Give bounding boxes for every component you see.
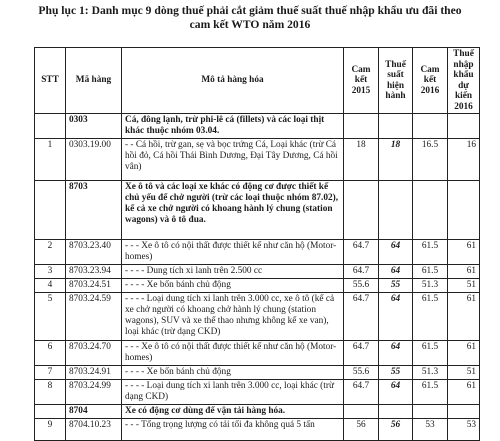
cell-code: 8703.24.51: [66, 279, 122, 293]
cell-desc: - - - Tổng trọng lượng có tải tối đa không quá 5 tấn: [122, 419, 344, 441]
cell-c2015: 55.6: [344, 279, 379, 293]
cell-c2016: 53: [413, 419, 448, 441]
cell-proposed: 61: [448, 240, 480, 265]
table-row: [35, 240, 480, 265]
cell-stt: 1: [35, 139, 66, 181]
cell-proposed: [448, 181, 480, 240]
cell-proposed: 61: [448, 293, 480, 341]
table-row: [35, 265, 480, 279]
cell-proposed: 51: [448, 366, 480, 380]
cell-c2015: 18: [344, 139, 379, 181]
cell-current: [379, 181, 413, 240]
header-stt: STT: [35, 48, 66, 114]
cell-c2016: 51.3: [413, 366, 448, 380]
cell-c2016: 51.3: [413, 279, 448, 293]
cell-c2016: 61.5: [413, 380, 448, 405]
cell-c2016: 61.5: [413, 265, 448, 279]
header-thue-nhap-khau: Thuế nhập khẩu dự kiến 2016: [448, 48, 480, 114]
cell-stt: 2: [35, 240, 66, 265]
cell-c2016: 61.5: [413, 240, 448, 265]
table-row: [35, 139, 480, 181]
cell-code: 0303: [66, 114, 122, 139]
cell-current: [379, 405, 413, 419]
cell-desc: - - - - Loại dung tích xi lanh trên 3.000 cc, loại khác (trừ dạng CKD): [122, 380, 344, 405]
cell-c2015: [344, 405, 379, 419]
cell-proposed: [448, 114, 480, 139]
cell-c2015: 64.7: [344, 240, 379, 265]
cell-current: 64: [379, 380, 413, 405]
cell-c2016: 61.5: [413, 341, 448, 366]
cell-desc: - - - - Dung tích xi lanh trên 2.500 cc: [122, 265, 344, 279]
cell-current: 55: [379, 279, 413, 293]
cell-current: 64: [379, 293, 413, 341]
cell-current: [379, 114, 413, 139]
table-row: [35, 405, 480, 419]
cell-code: 8703.24.91: [66, 366, 122, 380]
cell-c2015: 56: [344, 419, 379, 441]
cell-c2015: 64.7: [344, 265, 379, 279]
table-row: [35, 293, 480, 341]
cell-desc: - - - - Xe bốn bánh chủ động: [122, 366, 344, 380]
cell-current: 64: [379, 265, 413, 279]
cell-c2016: 61.5: [413, 293, 448, 341]
cell-desc: - - - Xe ô tô có nội thất được thiết kế như căn hộ (Motor-homes): [122, 240, 344, 265]
cell-proposed: 61: [448, 341, 480, 366]
header-cam-ket-2016: Cam kết 2016: [413, 48, 448, 114]
cell-c2016: [413, 181, 448, 240]
cell-code: 8703.23.94: [66, 265, 122, 279]
header-mo-ta: Mô tả hàng hóa: [122, 48, 344, 114]
cell-stt: 4: [35, 279, 66, 293]
cell-stt: 9: [35, 419, 66, 441]
cell-c2015: 64.7: [344, 293, 379, 341]
table-row: [35, 419, 480, 441]
cell-proposed: 51: [448, 279, 480, 293]
cell-c2016: [413, 114, 448, 139]
cell-stt: 7: [35, 366, 66, 380]
cell-code: 8704.10.23: [66, 419, 122, 441]
cell-code: 8703.24.99: [66, 380, 122, 405]
cell-stt: 3: [35, 265, 66, 279]
cell-proposed: 61: [448, 265, 480, 279]
table-row: [35, 181, 480, 240]
table-row: [35, 279, 480, 293]
title-line-1: Phụ lục 1: Danh mục 9 dòng thuế phải cắt giảm thuế suất thuế nhập khẩu ưu đãi theo: [38, 4, 462, 17]
cell-code: 8704: [66, 405, 122, 419]
cell-proposed: 16: [448, 139, 480, 181]
cell-proposed: 53: [448, 419, 480, 441]
table-row: [35, 366, 480, 380]
cell-code: 8703.23.40: [66, 240, 122, 265]
cell-stt: [35, 114, 66, 139]
cell-proposed: [448, 405, 480, 419]
cell-c2015: 55.6: [344, 366, 379, 380]
header-thue-suat: Thuế suất hiện hành: [379, 48, 413, 114]
header-cam-ket-2015: Cam kết 2015: [344, 48, 379, 114]
cell-code: 8703: [66, 181, 122, 240]
cell-current: 56: [379, 419, 413, 441]
title-line-2: cam kết WTO năm 2016: [189, 18, 311, 31]
cell-c2016: [413, 405, 448, 419]
cell-c2015: 64.7: [344, 341, 379, 366]
cell-code: 8703.24.59: [66, 293, 122, 341]
cell-proposed: 61: [448, 380, 480, 405]
cell-current: 64: [379, 341, 413, 366]
cell-c2015: [344, 181, 379, 240]
cell-desc: Xe có động cơ dùng để vận tải hàng hóa.: [122, 405, 344, 419]
cell-code: 0303.19.00: [66, 139, 122, 181]
cell-stt: 5: [35, 293, 66, 341]
cell-stt: 8: [35, 380, 66, 405]
cell-stt: 6: [35, 341, 66, 366]
table-header-row: [35, 48, 480, 114]
cell-desc: - - - - Xe bốn bánh chủ động: [122, 279, 344, 293]
cell-current: 64: [379, 240, 413, 265]
cell-desc: Cá, đông lạnh, trừ phi-lê cá (fillets) và các loại thịt khác thuộc nhóm 03.04.: [122, 114, 344, 139]
document-title: [0, 4, 500, 32]
tariff-table: [34, 47, 480, 441]
cell-stt: [35, 181, 66, 240]
cell-c2015: [344, 114, 379, 139]
cell-desc: Xe ô tô và các loại xe khác có động cơ được thiết kế chủ yếu để chở người (trừ các loại thuộc nhóm 87.02), kể cả xe chở người có khoang hành lý chung (station wagons) và ô tô đua.: [122, 181, 344, 240]
header-ma-hang: Mã hàng: [66, 48, 122, 114]
cell-desc: - - Cá hồi, trừ gan, sẹ và bọc trứng Cá, Loại khác (trừ Cá hồi đỏ, Cá hồi Thái Bình Dương, Đại Tây Dương, Cá hồi vân): [122, 139, 344, 181]
table-row: [35, 114, 480, 139]
cell-c2015: 64.7: [344, 380, 379, 405]
cell-desc: - - - - Loại dung tích xi lanh trên 3.000 cc, xe ô tô (kể cả xe chở người có khoang chở hành lý chung (station wagons), SUV và xe thể thao nhưng không kể xe van), loại khác (trừ dạng CKD): [122, 293, 344, 341]
table-row: [35, 380, 480, 405]
cell-current: 55: [379, 366, 413, 380]
table-row: [35, 341, 480, 366]
cell-current: 18: [379, 139, 413, 181]
cell-c2016: 16.5: [413, 139, 448, 181]
cell-code: 8703.24.70: [66, 341, 122, 366]
cell-stt: [35, 405, 66, 419]
cell-desc: - - - Xe ô tô có nội thất được thiết kế như căn hộ (Motor-homes): [122, 341, 344, 366]
